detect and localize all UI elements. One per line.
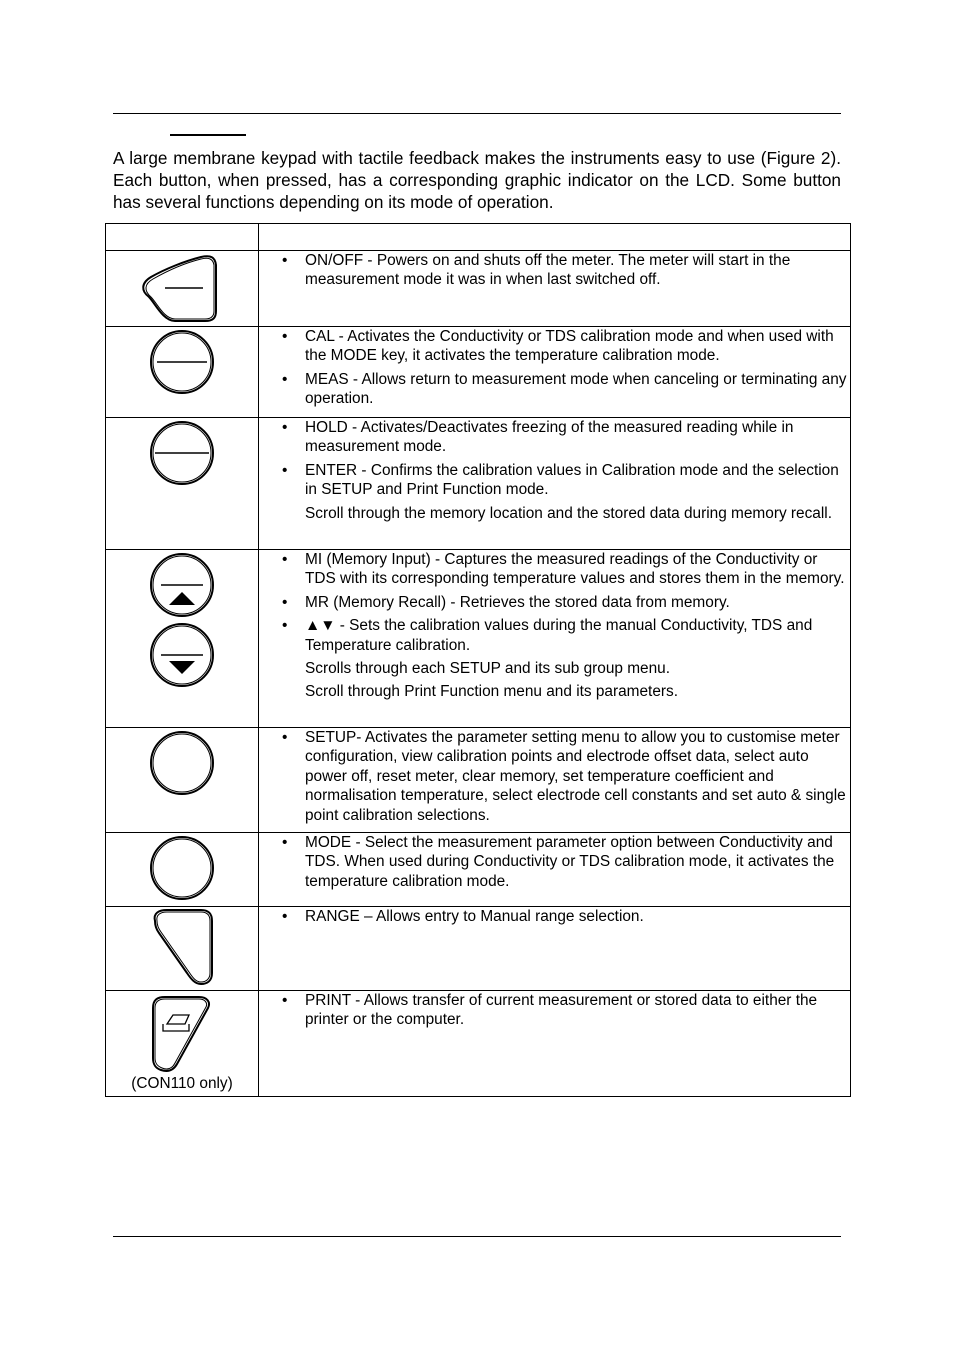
range-key-icon [147,907,217,987]
description-cell [259,550,851,728]
item-text: ON/OFF - Powers on and shuts off the meter. The meter will start in the measurement mode it was in when last switched off. [305,252,791,289]
item-text: ▲▼ - Sets the calibration values during the manual Conductivity, TDS and Temperature calibration. [305,617,813,654]
icon-cell [106,991,259,1097]
icon-cell [106,728,259,833]
table-row [106,907,851,991]
intro-paragraph: A large membrane keypad with tactile feedback makes the instruments easy to use (Figure 2). Each button, when pressed, has a corresponding graphic indicator on the LCD. Some button has several functions depending on its mode of operation. [113,148,841,212]
table-row [106,418,851,550]
table-row [106,550,851,728]
list-item: • MI (Memory Input) - Captures the measured readings of the Conductivity or TDS with its corresponding temperature values and stores them in the memory. [282,551,845,588]
item-text: ENTER - Confirms the calibration values in Calibration mode and the selection in SETUP and Print Function mode. [305,461,839,499]
list-item: • CAL - Activates the Conductivity or TDS calibration mode and when used with the MODE key, it activates the temperature calibration mode. [282,328,834,365]
header-cell-function [259,224,851,251]
setup-key-icon [147,728,217,798]
description-cell [259,327,851,418]
item-text: CAL - Activates the Conductivity or TDS calibration mode and when used with the MODE key, it activates the temperature calibration mode. [305,328,834,365]
item-text: MI (Memory Input) - Captures the measured readings of the Conductivity or TDS with its corresponding temperature values and stores them in the memory. [305,551,845,588]
on-off-key-icon [137,251,227,325]
cal-meas-key-icon [147,327,217,397]
down-arrow-key-icon [151,624,213,686]
item-text: HOLD - Activates/Deactivates freezing of the measured reading while in measurement mode. [305,419,794,456]
header-cell-key [106,224,259,251]
list-item: • MODE - Select the measurement parameter option between Conductivity and TDS. When used during Conductivity or TDS calibration mode, it activates the temperature calibration mode. [282,834,835,890]
item-text: PRINT - Allows transfer of current measurement or stored data to either the printer or the computer. [305,992,818,1029]
header-rule [113,113,841,114]
note-text: Scroll through the memory location and the stored data during memory recall. [305,504,832,522]
up-arrow-key-icon [151,554,213,616]
description-cell [259,833,851,907]
table-row [106,833,851,907]
list-item: • PRINT - Allows transfer of current measurement or stored data to either the printer or the computer. [282,992,818,1029]
item-text: MEAS - Allows return to measurement mode when canceling or terminating any operation. [305,370,847,408]
list-item: • MR (Memory Recall) - Retrieves the stored data from memory. [282,593,730,611]
list-item: • MEAS - Allows return to measurement mode when canceling or terminating any operation. [282,370,847,408]
item-text: SETUP- Activates the parameter setting menu to allow you to customise meter configuration, view calibration points and electrode offset data, select auto power off, reset meter, clear memory, set temperature coefficient and normalisation temperature, select electrode cell constants and set auto & single point calibration selections. [305,729,846,824]
keypad-table [105,223,851,1097]
description-cell [259,728,851,833]
icon-cell [106,327,259,418]
icon-cell [106,550,259,728]
mode-key-icon [147,833,217,903]
icon-cell [106,418,259,550]
print-key-icon [147,994,217,1074]
table-header-row [106,224,851,251]
list-item: • ▲▼ - Sets the calibration values during the manual Conductivity, TDS and Temperature calibration. [282,617,813,654]
list-item: • HOLD - Activates/Deactivates freezing of the measured reading while in measurement mode. [282,419,794,456]
section-heading-underline [170,134,246,136]
description-cell [259,991,851,1097]
printer-icon [163,1015,189,1031]
list-item: • ON/OFF - Powers on and shuts off the meter. The meter will start in the measurement mode it was in when last switched off. [282,252,791,289]
list-item: • SETUP- Activates the parameter setting menu to allow you to customise meter configuration, view calibration points and electrode offset data, select auto power off, reset meter, clear memory, set temperature coefficient and normalisation temperature, select electrode cell constants and set auto & single point calibration selections. [282,729,846,824]
note-text: Scrolls through each SETUP and its sub group menu. [305,660,671,678]
up-down-keys-icon [147,550,217,690]
hold-enter-key-icon [147,418,217,488]
footer-rule [113,1236,841,1237]
list-item: • RANGE – Allows entry to Manual range selection. [282,908,644,925]
table-row [106,251,851,327]
list-item: • ENTER - Confirms the calibration values in Calibration mode and the selection in SETUP and Print Function mode. [282,461,839,499]
icon-cell [106,251,259,327]
description-cell [259,251,851,327]
table-row [106,327,851,418]
icon-cell [106,833,259,907]
con110-caption: (CON110 only) [131,1075,233,1092]
table-row [106,991,851,1097]
note-text: Scroll through Print Function menu and its parameters. [305,683,678,701]
item-text: MR (Memory Recall) - Retrieves the stored data from memory. [305,593,730,611]
item-text: RANGE – Allows entry to Manual range selection. [305,908,644,925]
description-cell [259,907,851,991]
item-text: MODE - Select the measurement parameter option between Conductivity and TDS. When used during Conductivity or TDS calibration mode, it activates the temperature calibration mode. [305,834,835,890]
table-row [106,728,851,833]
description-cell [259,418,851,550]
icon-cell [106,907,259,991]
